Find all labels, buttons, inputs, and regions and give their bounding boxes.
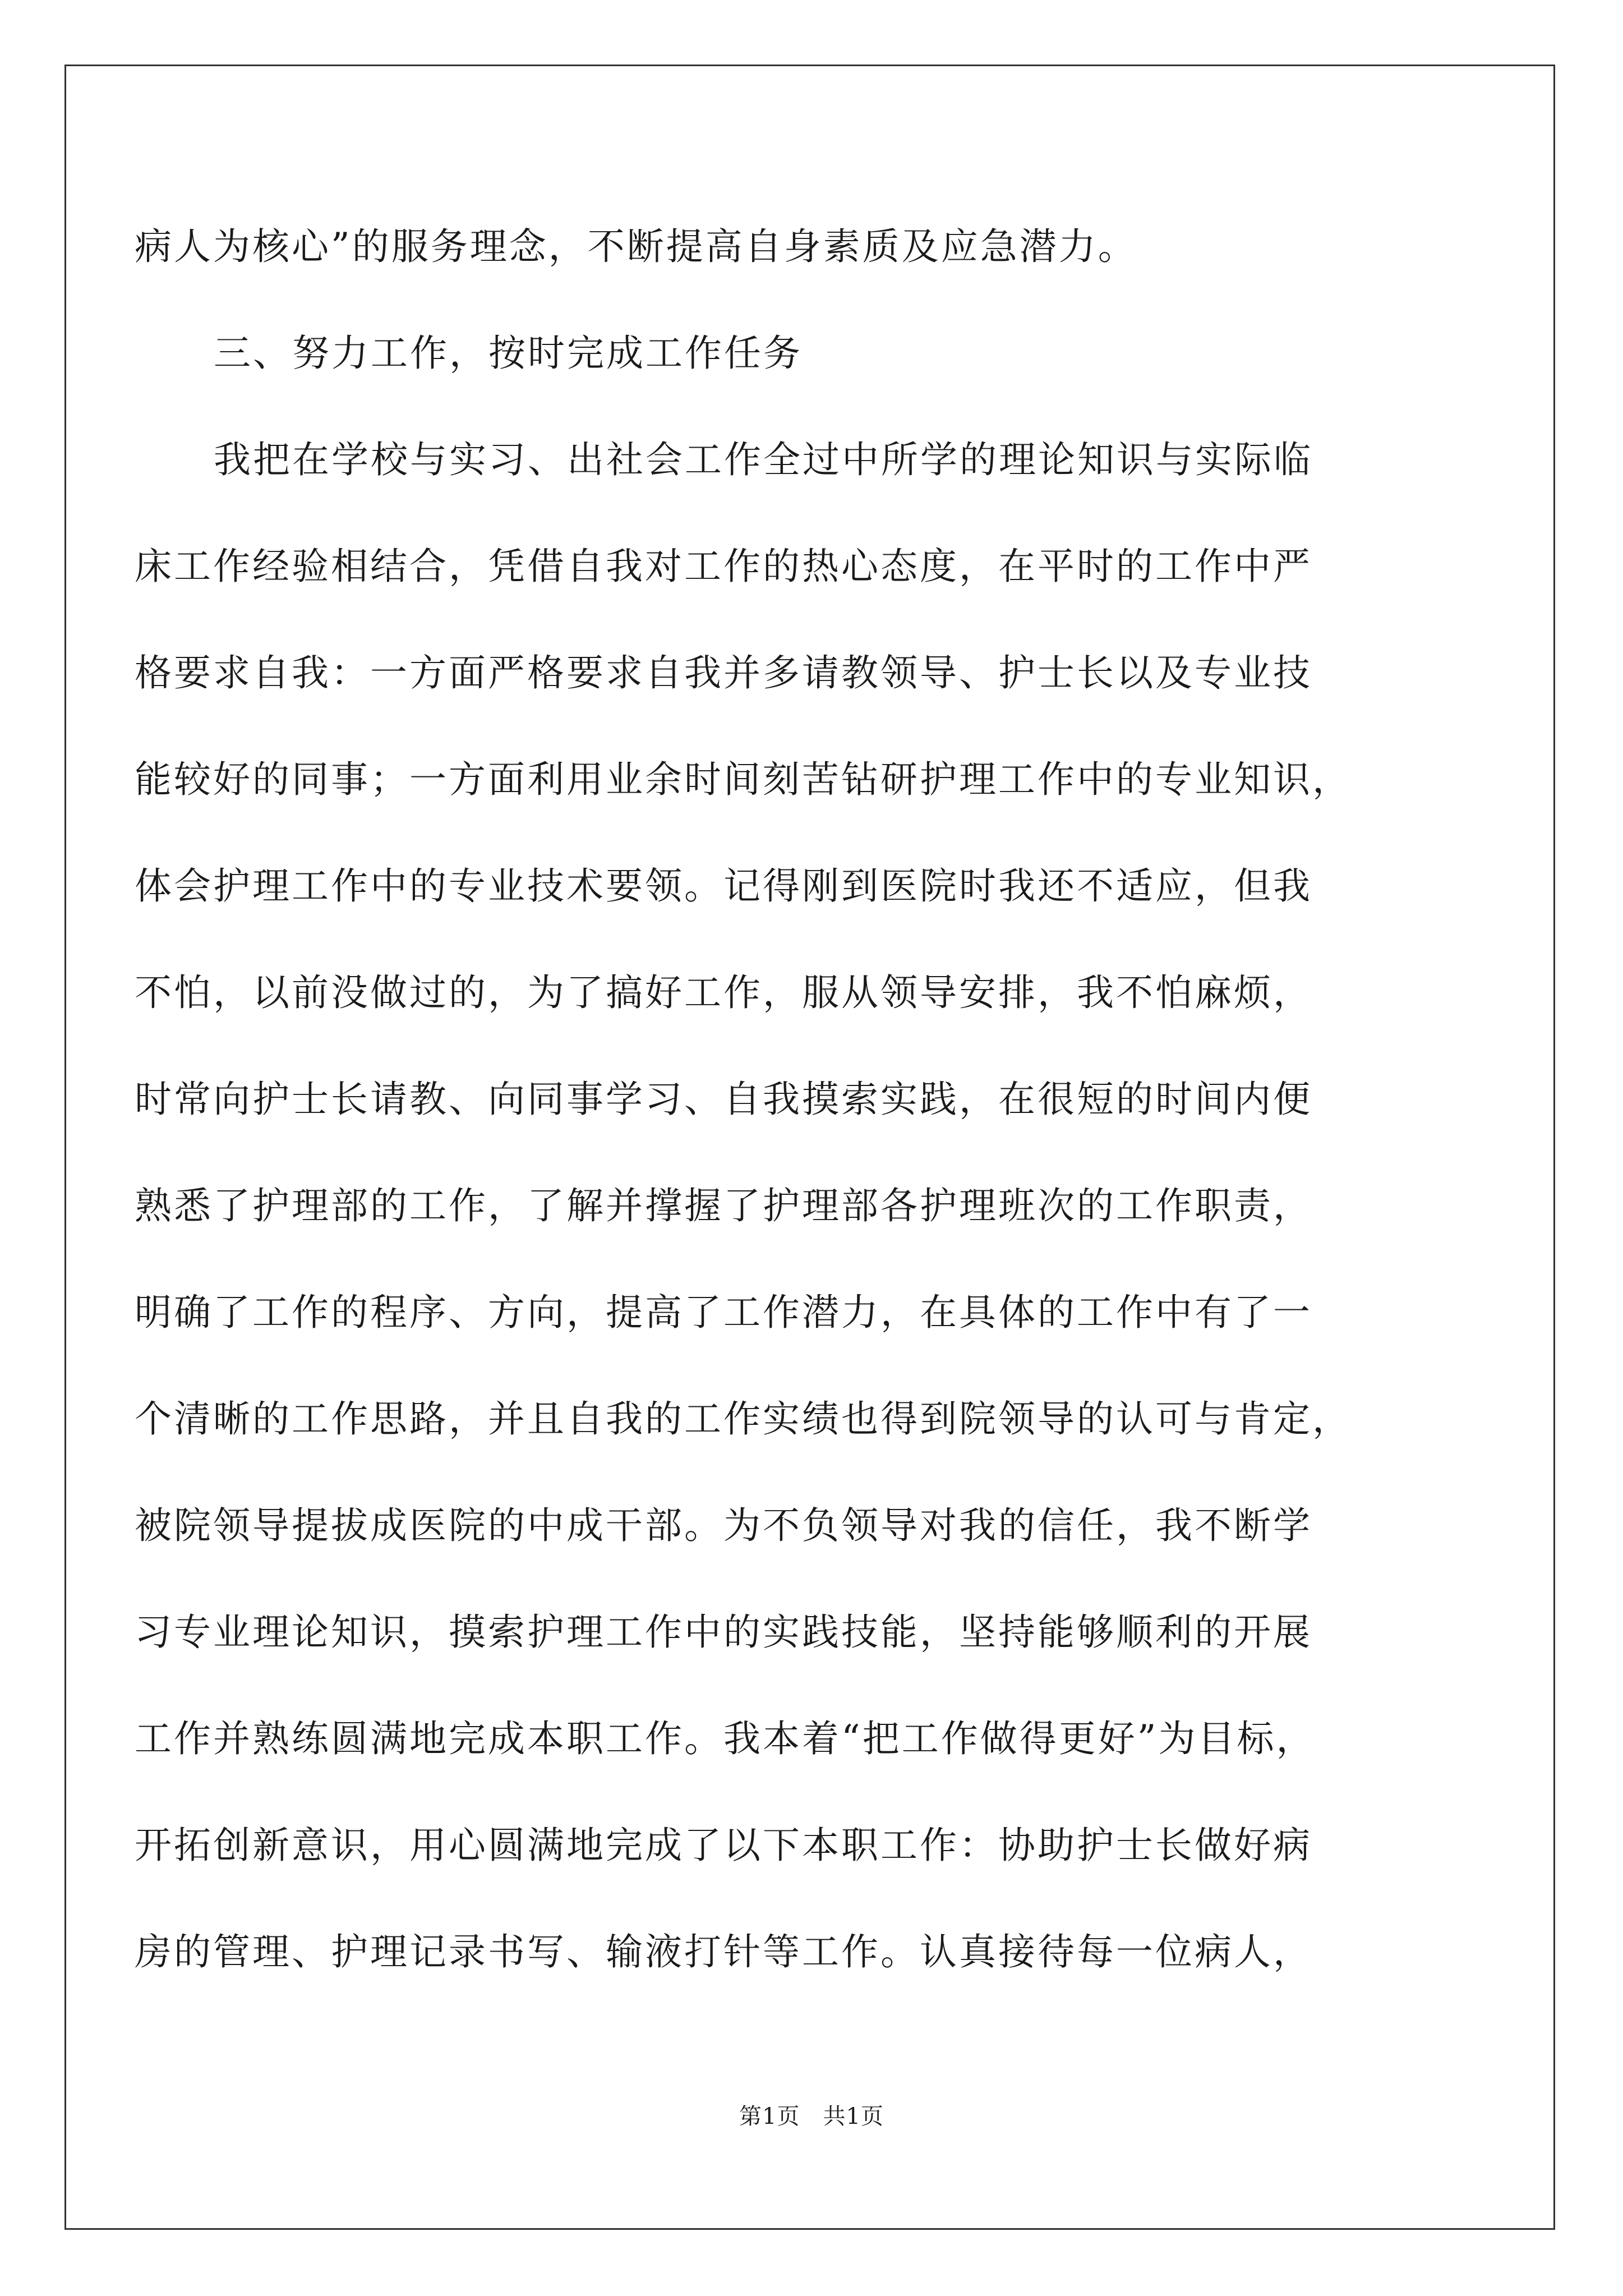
text-line: 能较好的同事；一方面利用业余时间刻苦钻研护理工作中的专业知识，: [135, 758, 1352, 801]
text-line: 熟悉了护理部的工作，了解并撑握了护理部各护理班次的工作职责，: [135, 1184, 1312, 1227]
text-line: 不怕，以前没做过的，为了搞好工作，服从领导安排，我不怕麻烦，: [135, 971, 1312, 1014]
page-border: [64, 65, 1555, 2230]
text-line: 病人为核心”的服务理念，不断提高自身素质及应急潜力。: [135, 225, 1137, 268]
text-line: 房的管理、护理记录书写、输液打针等工作。认真接待每一位病人，: [135, 1930, 1312, 1973]
section-heading: 三、努力工作，按时完成工作任务: [214, 332, 803, 375]
text-line: 我把在学校与实习、出社会工作全过中所学的理论知识与实际临: [214, 438, 1313, 481]
text-line: 床工作经验相结合，凭借自我对工作的热心态度，在平时的工作中严: [135, 545, 1312, 588]
text-line: 工作并熟练圆满地完成本职工作。我本着“把工作做得更好”为目标，: [135, 1717, 1316, 1760]
page-number: 第1页 共1页: [739, 2104, 884, 2129]
text-line: 格要求自我：一方面严格要求自我并多请教领导、护士长以及专业技: [135, 651, 1312, 694]
text-line: 习专业理论知识，摸索护理工作中的实践技能，坚持能够顺利的开展: [135, 1611, 1312, 1654]
text-line: 明确了工作的程序、方向，提高了工作潜力，在具体的工作中有了一: [135, 1291, 1312, 1334]
text-line: 开拓创新意识，用心圆满地完成了以下本职工作：协助护士长做好病: [135, 1824, 1312, 1867]
text-line: 被院领导提拔成医院的中成干部。为不负领导对我的信任，我不断学: [135, 1504, 1312, 1547]
text-line: 个清晰的工作思路，并且自我的工作实绩也得到院领导的认可与肯定，: [135, 1397, 1352, 1441]
text-line: 体会护理工作中的专业技术要领。记得刚到医院时我还不适应，但我: [135, 864, 1312, 908]
text-line: 时常向护士长请教、向同事学习、自我摸索实践，在很短的时间内便: [135, 1078, 1312, 1121]
